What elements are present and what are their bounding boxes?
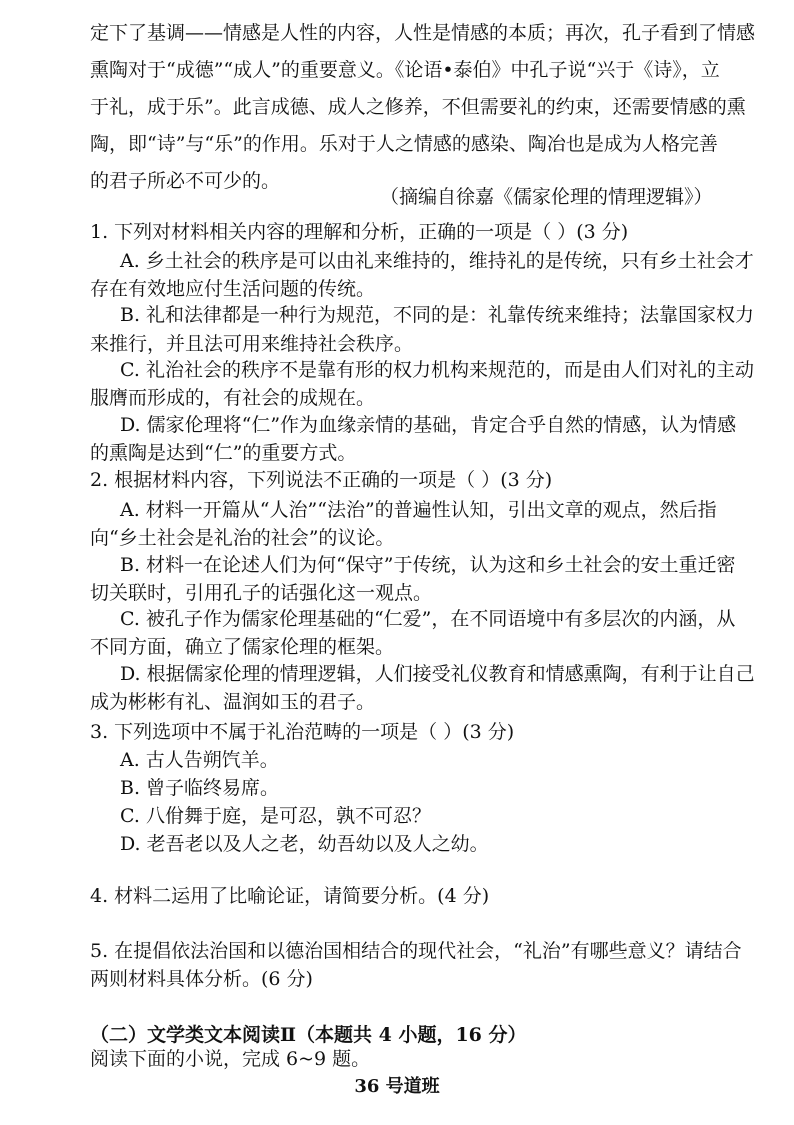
page-footer: 36 号道班 xyxy=(354,1076,440,1097)
section2-heading xyxy=(90,1022,714,1048)
q3-option-c: C. 八佾舞于庭，是可忍，孰不可忍？ xyxy=(120,805,431,827)
q4-stem: 4. 材料二运用了比喻论证，请简要分析。(4 分) xyxy=(90,885,490,907)
q2-stem: 2. 根据材料内容，下列说法不正确的一项是（ ）(3 分) xyxy=(90,469,553,491)
passage-line-3: 于礼，成于乐”。此言成德、成人之修养，不但需要礼的约束，还需要情感的熏 xyxy=(90,96,746,118)
q1-option-a-line1: A. 乡土社会的秩序是可以由礼来维持的，维持礼的是传统，只有乡土社会才 xyxy=(120,250,754,272)
passage-line-1: 定下了基调——情感是人性的内容，人性是情感的本质；再次，孔子看到了情感 xyxy=(90,22,756,44)
q2-option-b-line2: 切关联时，引用孔子的话强化这一观点。 xyxy=(90,582,433,604)
q1-option-d-line1: D. 儒家伦理将“仁”作为血缘亲情的基础，肯定合乎自然的情感，认为情感 xyxy=(120,414,737,436)
section2-heading-text: （二）文学类文本阅读Ⅱ（本题共 4 小题，16 分） xyxy=(90,1024,527,1046)
q2-option-c-line1: C. 被孔子作为儒家伦理基础的“仁爱”，在不同语境中有多层次的内涵，从 xyxy=(120,608,736,630)
q3-option-b: B. 曾子临终易席。 xyxy=(120,777,280,799)
q5-stem-line2: 两则材料具体分析。(6 分) xyxy=(90,968,313,990)
passage-line-2: 熏陶对于“成德”“成人”的重要意义。《论语•泰伯》中孔子说“兴于《诗》，立 xyxy=(90,59,720,81)
q3-option-a: A. 古人告朔饩羊。 xyxy=(120,749,279,771)
q2-option-d-line2: 成为彬彬有礼、温润如玉的君子。 xyxy=(90,691,376,713)
q1-option-b-line1: B. 礼和法律都是一种行为规范，不同的是：礼靠传统来维持；法靠国家权力 xyxy=(120,304,755,326)
q2-option-c-line2: 不同方面，确立了儒家伦理的框架。 xyxy=(90,636,395,658)
q2-option-a-line1: A. 材料一开篇从“人治”“法治”的普遍性认知，引出文章的观点，然后指 xyxy=(120,499,717,521)
q1-option-b-line2: 来推行，并且法可用来维持社会秩序。 xyxy=(90,333,414,355)
q3-stem: 3. 下列选项中不属于礼治范畴的一项是（ ）(3 分) xyxy=(90,721,515,743)
q2-option-d-line1: D. 根据儒家伦理的情理逻辑，人们接受礼仪教育和情感熏陶，有利于让自己 xyxy=(120,663,755,685)
passage-line-4: 陶，即“诗”与“乐”的作用。乐对于人之情感的感染、陶冶也是成为人格完善 xyxy=(90,133,718,155)
q1-option-c-line2: 服膺而形成的，有社会的成规在。 xyxy=(90,387,376,409)
passage-source: （摘编自徐嘉《儒家伦理的情理逻辑》） xyxy=(380,186,713,208)
q2-option-a-line2: 向“乡土社会是礼治的社会”的议论。 xyxy=(90,527,395,549)
q2-option-b-line1: B. 材料一在论述人们为何“保守”于传统，认为这和乡土社会的安土重迁密 xyxy=(120,554,736,576)
passage-line-5: 的君子所必不可少的。 xyxy=(90,170,281,192)
q1-stem: 1. 下列对材料相关内容的理解和分析，正确的一项是（ ）(3 分) xyxy=(90,221,629,243)
section2-instruction: 阅读下面的小说，完成 6~9 题。 xyxy=(90,1048,371,1070)
q3-option-d: D. 老吾老以及人之老，幼吾幼以及人之幼。 xyxy=(120,833,489,855)
q1-option-a-line2: 存在有效地应付生活问题的传统。 xyxy=(90,278,376,300)
q5-stem-line1: 5. 在提倡依法治国和以德治国相结合的现代社会，“礼治”有哪些意义？请结合 xyxy=(90,940,742,962)
q1-option-d-line2: 的熏陶是达到“仁”的重要方式。 xyxy=(90,442,357,464)
q1-option-c-line1: C. 礼治社会的秩序不是靠有形的权力机构来规范的，而是由人们对礼的主动 xyxy=(120,359,754,381)
